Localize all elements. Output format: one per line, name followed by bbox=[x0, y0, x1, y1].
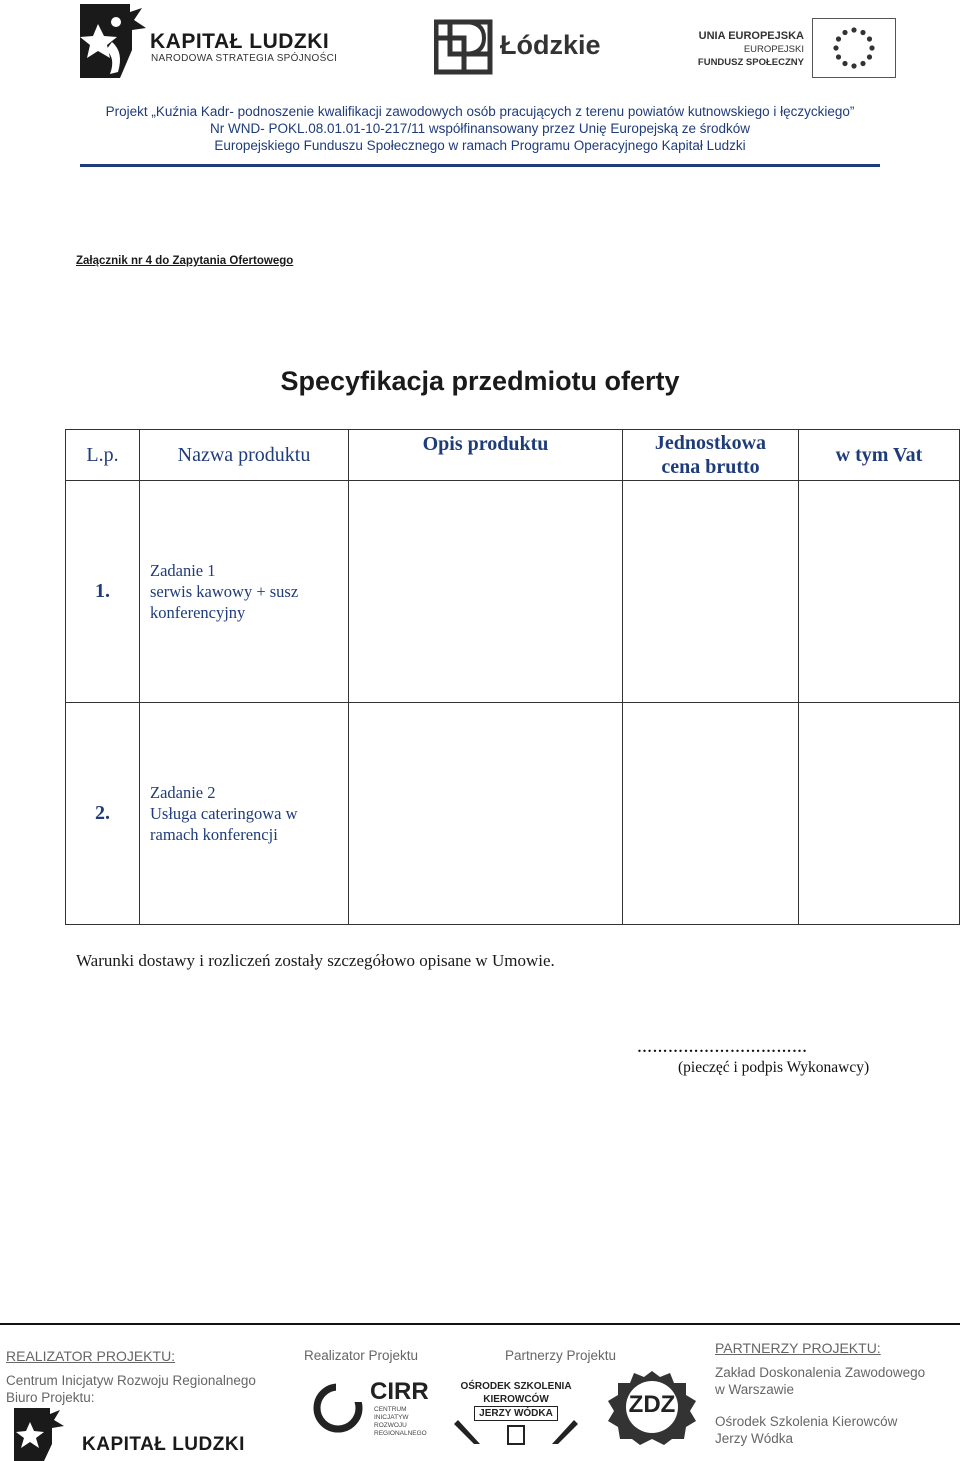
lodzkie-title: Łódzkie bbox=[500, 30, 601, 60]
header-divider bbox=[80, 164, 880, 167]
zdz-logo bbox=[606, 1369, 698, 1445]
product-name-line: serwis kawowy + susz bbox=[150, 582, 299, 601]
cirr-subtitle bbox=[374, 1406, 427, 1438]
project-info-line2: Nr WND- POKL.08.01.01-10-217/11 współfinansowany przez Unię Europejską ze środków bbox=[209, 121, 750, 136]
header-unit-price-line2: cena brutto bbox=[661, 456, 760, 478]
product-name-line: Zadanie 2 bbox=[150, 783, 216, 802]
header-name: Nazwa produktu bbox=[140, 430, 349, 481]
row-number: 2. bbox=[66, 703, 140, 925]
description-cell[interactable] bbox=[349, 481, 623, 703]
kapital-ludzki-footer-emblem-icon bbox=[10, 1404, 70, 1461]
eu-flag-icon bbox=[812, 18, 896, 78]
header-description: Opis produktu bbox=[349, 430, 623, 481]
header-vat: w tym Vat bbox=[799, 430, 960, 481]
unit-price-cell[interactable] bbox=[623, 481, 799, 703]
osk-line: KIEROWCÓW bbox=[483, 1394, 549, 1405]
product-name-line: ramach konferencji bbox=[150, 825, 278, 844]
kapital-ludzki-footer-logo bbox=[6, 1404, 276, 1461]
cirr-sub-line: ROZWOJU bbox=[374, 1422, 407, 1429]
kapital-ludzki-logo bbox=[72, 2, 342, 82]
cirr-emblem-icon bbox=[312, 1382, 364, 1434]
row-number: 1. bbox=[66, 481, 140, 703]
partner2-line2: Jerzy Wódka bbox=[715, 1431, 794, 1446]
realizator-name: Centrum Inicjatyw Rozwoju Regionalnego bbox=[6, 1373, 256, 1388]
vat-cell[interactable] bbox=[799, 703, 960, 925]
delivery-conditions: Warunki dostawy i rozliczeń zostały szczegółowo opisane w Umowie. bbox=[76, 951, 555, 970]
cirr-sub-line: CENTRUM bbox=[374, 1406, 407, 1413]
project-office-label: Biuro Projektu: bbox=[6, 1390, 95, 1405]
osk-logo bbox=[450, 1378, 582, 1444]
partners-label: Partnerzy Projektu bbox=[505, 1348, 617, 1363]
kapital-ludzki-emblem-icon bbox=[72, 2, 152, 82]
project-info bbox=[40, 103, 920, 154]
osk-line: JERZY WÓDKA bbox=[474, 1406, 558, 1421]
ue-line3: FUNDUSZ SPOŁECZNY bbox=[697, 57, 804, 68]
project-info-line1: Projekt „Kuźnia Kadr- podnoszenie kwalifikacji zawodowych osób pracujących z terenu powiatów kutnowskiego i łęczyckiego” bbox=[105, 104, 855, 119]
cirr-sub-line: INICJATYW bbox=[374, 1414, 409, 1421]
signature-line: …………………………… bbox=[637, 1040, 808, 1056]
partners-heading: PARTNERZY PROJEKTU: bbox=[715, 1340, 881, 1356]
zdz-title: ZDZ bbox=[628, 1391, 676, 1418]
attachment-label: Załącznik nr 4 do Zapytania Ofertowego bbox=[76, 255, 294, 267]
partner2-line1: Ośrodek Szkolenia Kierowców bbox=[715, 1414, 898, 1429]
osk-line: OŚRODEK SZKOLENIA bbox=[460, 1381, 572, 1392]
partner1-line2: w Warszawie bbox=[715, 1382, 795, 1397]
ue-line1: UNIA EUROPEJSKA bbox=[698, 30, 804, 42]
product-name-line: konferencyjny bbox=[150, 603, 246, 622]
kapital-ludzki-subtitle: NARODOWA STRATEGIA SPÓJNOŚCI bbox=[151, 53, 338, 64]
kapital-ludzki-footer-title: KAPITAŁ LUDZKI bbox=[82, 1434, 245, 1455]
header-lp: L.p. bbox=[66, 430, 140, 481]
header-unit-price-line1: Jednostkowa bbox=[654, 432, 767, 454]
cirr-sub-line: REGIONALNEGO bbox=[374, 1430, 427, 1437]
signature-caption: (pieczęć i podpis Wykonawcy) bbox=[678, 1059, 870, 1076]
product-name-line: Usługa cateringowa w bbox=[150, 804, 298, 823]
footer-divider bbox=[0, 1323, 960, 1325]
project-info-line3: Europejskiego Funduszu Społecznego w ramach Programu Operacyjnego Kapitał Ludzki bbox=[214, 138, 746, 153]
ue-line2: EUROPEJSKI bbox=[743, 44, 804, 55]
lodzkie-emblem-icon bbox=[434, 18, 494, 76]
realizator-label: Realizator Projektu bbox=[304, 1348, 419, 1363]
cirr-title: CIRR bbox=[370, 1378, 429, 1405]
realizator-heading: REALIZATOR PROJEKTU: bbox=[6, 1348, 176, 1364]
table-row bbox=[66, 703, 960, 925]
product-name-cell bbox=[140, 481, 349, 703]
osk-emblem-icon bbox=[450, 1418, 582, 1446]
table-row bbox=[66, 481, 960, 703]
cirr-logo bbox=[312, 1378, 442, 1440]
product-name-line: Zadanie 1 bbox=[150, 561, 216, 580]
kapital-ludzki-title: KAPITAŁ LUDZKI bbox=[150, 30, 330, 53]
description-cell[interactable] bbox=[349, 703, 623, 925]
product-name-cell bbox=[140, 703, 349, 925]
header-unit-price bbox=[623, 430, 799, 481]
osk-text bbox=[450, 1380, 582, 1421]
specification-table bbox=[65, 429, 960, 925]
table-header-row bbox=[66, 430, 960, 481]
ue-text bbox=[694, 30, 804, 69]
page-title: Specyfikacja przedmiotu oferty bbox=[280, 366, 680, 396]
vat-cell[interactable] bbox=[799, 481, 960, 703]
partner1-line1: Zakład Doskonalenia Zawodowego bbox=[715, 1365, 926, 1380]
unit-price-cell[interactable] bbox=[623, 703, 799, 925]
